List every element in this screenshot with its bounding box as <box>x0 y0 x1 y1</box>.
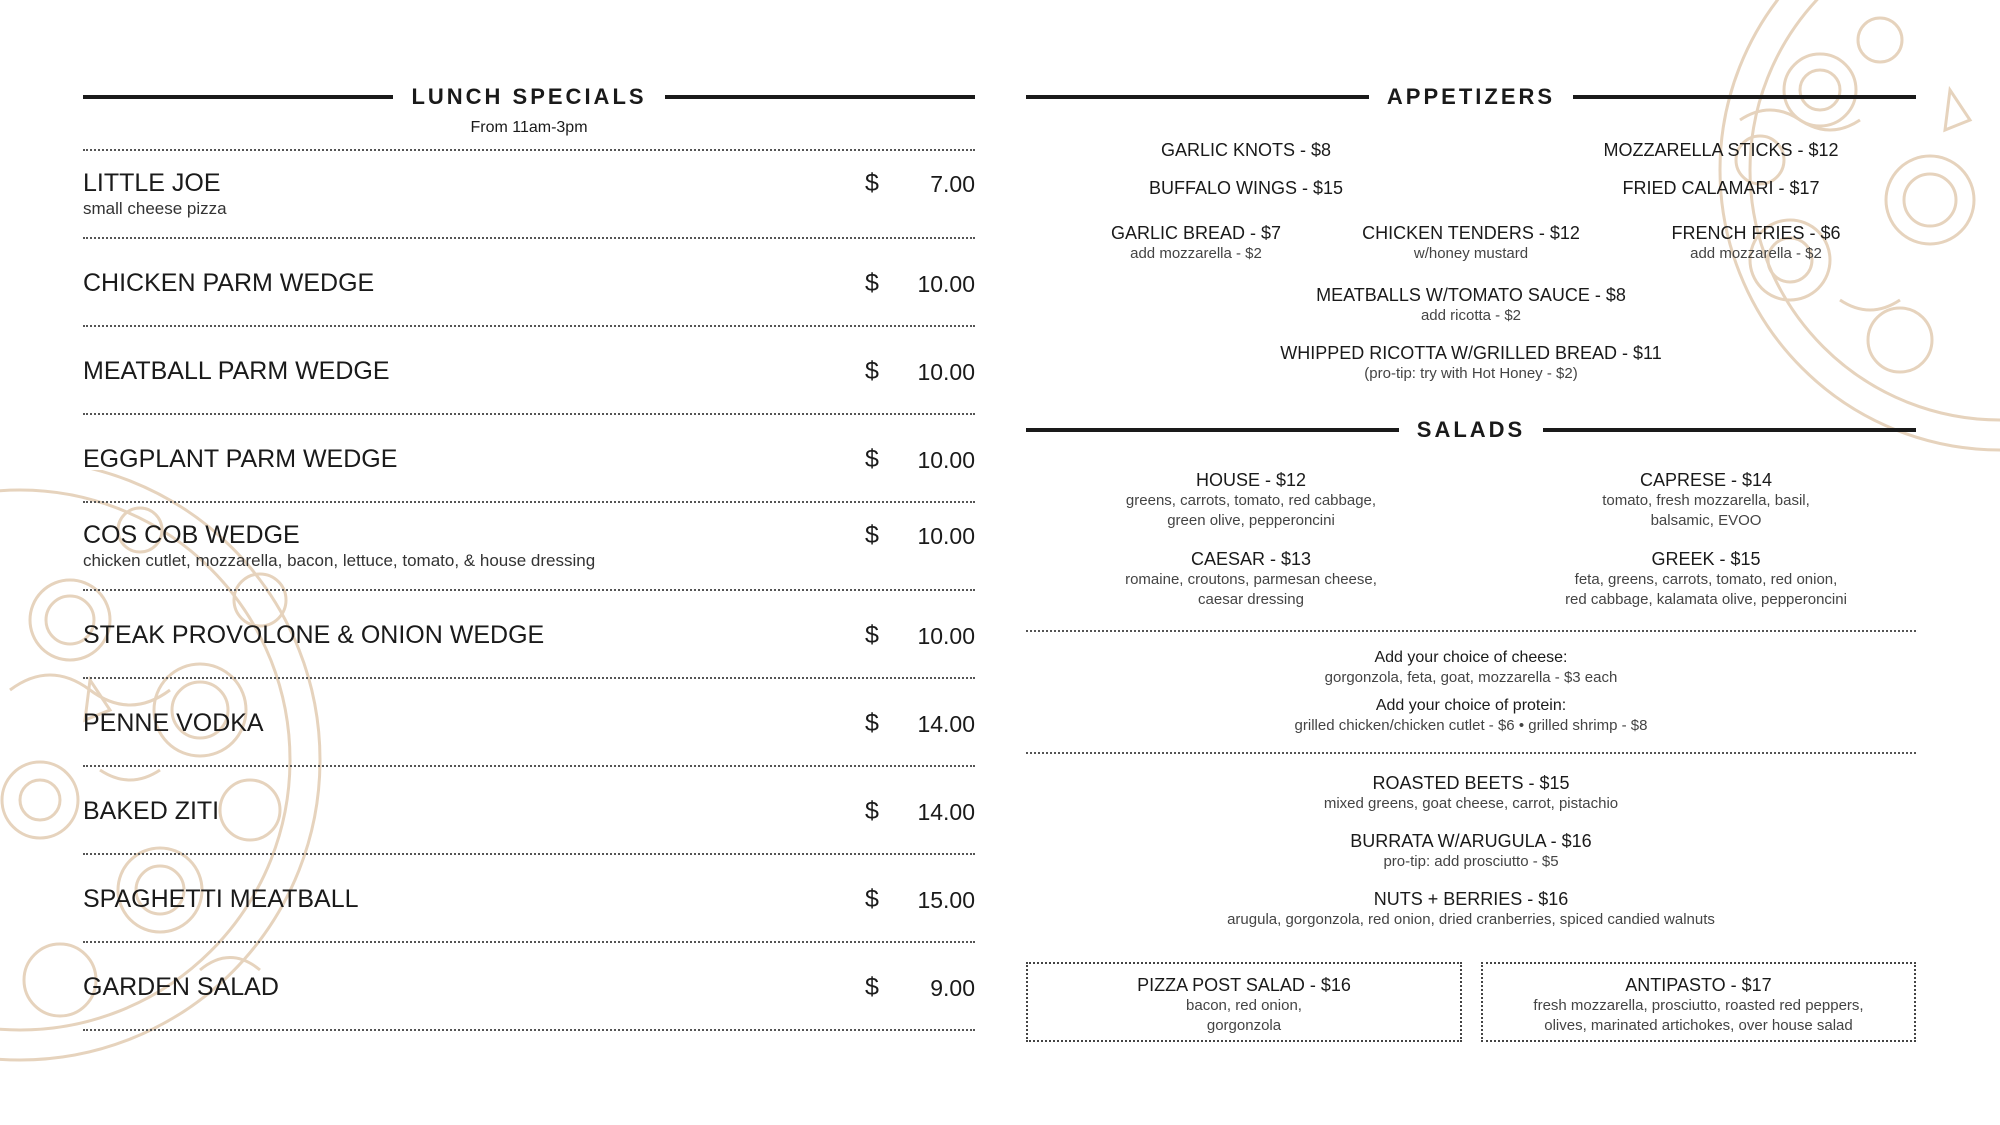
currency-symbol: $ <box>865 521 879 549</box>
lunch-hours-note: From 11am-3pm <box>470 119 588 136</box>
appetizers-title: APPETIZERS <box>1369 84 1573 109</box>
menu-item <box>1331 223 1611 264</box>
item-name: MEATBALLS W/TOMATO SAUCE - $8 <box>1316 285 1626 305</box>
menu-item <box>1096 178 1396 199</box>
item-note: romaine, croutons, parmesan cheese, <box>1125 571 1377 588</box>
appetizers-header <box>1026 77 1916 117</box>
lunch-menu-row <box>83 151 975 239</box>
item-description: chicken cutlet, mozzarella, bacon, lettuce, tomato, & house dressing <box>83 551 596 570</box>
menu-item <box>1086 470 1416 531</box>
item-name: HOUSE - $12 <box>1195 470 1307 490</box>
lunch-menu-row <box>83 679 975 767</box>
currency-symbol: $ <box>865 973 879 1001</box>
item-name: BUFFALO WINGS - $15 <box>1148 178 1344 198</box>
menu-item <box>1171 285 1771 326</box>
lunch-menu-row <box>83 591 975 679</box>
item-name: ROASTED BEETS - $15 <box>1372 773 1570 793</box>
lunch-menu-row <box>83 503 975 591</box>
menu-item <box>1096 140 1396 161</box>
menu-item <box>1536 140 1906 161</box>
currency-symbol: $ <box>865 269 879 297</box>
item-price: 10.00 <box>917 523 975 549</box>
menu-item <box>1026 831 1916 872</box>
item-note: feta, greens, carrots, tomato, red onion, <box>1574 571 1838 588</box>
item-name: FRIED CALAMARI - $17 <box>1622 178 1820 198</box>
item-name: EGGPLANT PARM WEDGE <box>83 445 398 473</box>
menu-item <box>1526 549 1886 610</box>
item-name: GARLIC KNOTS - $8 <box>1160 140 1332 160</box>
menu-item <box>1026 773 1916 814</box>
currency-symbol: $ <box>865 797 879 825</box>
item-name: CAESAR - $13 <box>1190 549 1312 569</box>
item-description: small cheese pizza <box>83 199 227 218</box>
item-name: MEATBALL PARM WEDGE <box>83 357 390 385</box>
item-name: CAPRESE - $14 <box>1639 470 1773 490</box>
item-name: PENNE VODKA <box>83 709 264 737</box>
currency-symbol: $ <box>865 885 879 913</box>
item-note: pro-tip: add prosciutto - $5 <box>1383 853 1559 870</box>
lunch-specials-section <box>83 0 975 1031</box>
lunch-menu-row <box>83 239 975 327</box>
salads-title: SALADS <box>1399 417 1543 442</box>
lunch-specials-header <box>83 77 975 117</box>
item-name: PIZZA POST SALAD - $16 <box>1137 975 1351 995</box>
item-price: 10.00 <box>917 271 975 297</box>
antipasto-box <box>1481 962 1916 1042</box>
item-price: 15.00 <box>917 887 975 913</box>
item-name: SPAGHETTI MEATBALL <box>83 885 359 913</box>
item-price: 10.00 <box>917 359 975 385</box>
menu-item <box>1026 889 1916 930</box>
item-name: BAKED ZITI <box>83 797 220 825</box>
item-name: GARDEN SALAD <box>83 973 279 1001</box>
item-price: 7.00 <box>930 171 975 197</box>
item-note: red cabbage, kalamata olive, pepperoncini <box>1565 591 1847 608</box>
item-name: LITTLE JOE <box>83 169 221 197</box>
lunch-specials-title: LUNCH SPECIALS <box>393 84 664 109</box>
item-name: ANTIPASTO - $17 <box>1625 975 1772 995</box>
item-name: GARLIC BREAD - $7 <box>1110 223 1282 243</box>
menu-item <box>1536 178 1906 199</box>
divider <box>1026 752 1916 754</box>
currency-symbol: $ <box>865 621 879 649</box>
item-name: NUTS + BERRIES - $16 <box>1373 889 1569 909</box>
item-name: CHICKEN TENDERS - $12 <box>1362 223 1580 243</box>
currency-symbol: $ <box>865 445 879 473</box>
pizza-post-salad-box <box>1026 962 1462 1042</box>
lunch-items-list <box>83 151 975 1031</box>
currency-symbol: $ <box>865 169 879 197</box>
item-note: bacon, red onion, <box>1186 997 1302 1014</box>
item-note: greens, carrots, tomato, red cabbage, <box>1125 492 1377 509</box>
item-price: 10.00 <box>917 447 975 473</box>
currency-symbol: $ <box>865 709 879 737</box>
item-name: STEAK PROVOLONE & ONION WEDGE <box>83 621 545 649</box>
item-name: WHIPPED RICOTTA W/GRILLED BREAD - $11 <box>1280 343 1662 363</box>
item-note: caesar dressing <box>1198 591 1304 608</box>
currency-symbol: $ <box>865 357 879 385</box>
item-note: (pro-tip: try with Hot Honey - $2) <box>1364 365 1578 382</box>
note-heading: Add your choice of cheese: <box>1374 649 1568 666</box>
lunch-menu-row <box>83 943 975 1031</box>
item-note: olives, marinated artichokes, over house salad <box>1544 1017 1853 1034</box>
menu-item <box>1526 470 1886 531</box>
item-note: w/honey mustard <box>1413 245 1529 262</box>
item-name: BURRATA W/ARUGULA - $16 <box>1350 831 1592 851</box>
item-price: 14.00 <box>917 711 975 737</box>
salads-header <box>1026 410 1916 450</box>
item-note: add mozzarella - $2 <box>1690 245 1822 262</box>
item-note: mixed greens, goat cheese, carrot, pistachio <box>1323 795 1619 812</box>
item-name: CHICKEN PARM WEDGE <box>83 269 375 297</box>
lunch-menu-row <box>83 767 975 855</box>
menu-item <box>1606 223 1906 264</box>
add-protein-note <box>1026 696 1916 736</box>
note-heading: Add your choice of protein: <box>1375 697 1567 714</box>
lunch-menu-row <box>83 415 975 503</box>
item-name: FRENCH FRIES - $6 <box>1671 223 1841 243</box>
item-note: arugula, gorgonzola, red onion, dried cranberries, spiced candied walnuts <box>1227 911 1715 928</box>
menu-item <box>1086 549 1416 610</box>
item-price: 14.00 <box>917 799 975 825</box>
menu-item <box>1171 343 1771 384</box>
note-text: gorgonzola, feta, goat, mozzarella - $3 each <box>1324 669 1618 686</box>
item-note: gorgonzola <box>1206 1017 1282 1034</box>
item-name: GREEK - $15 <box>1651 549 1761 569</box>
item-note: add ricotta - $2 <box>1420 307 1522 324</box>
item-note: balsamic, EVOO <box>1650 512 1762 529</box>
menu-item <box>1046 223 1346 264</box>
item-name: MOZZARELLA STICKS - $12 <box>1603 140 1839 160</box>
lunch-menu-row <box>83 855 975 943</box>
lunch-menu-row <box>83 327 975 415</box>
item-note: add mozzarella - $2 <box>1130 245 1262 262</box>
item-price: 10.00 <box>917 623 975 649</box>
item-price: 9.00 <box>930 975 975 1001</box>
add-cheese-note <box>1026 648 1916 688</box>
item-note: green olive, pepperoncini <box>1167 512 1335 529</box>
note-text: grilled chicken/chicken cutlet - $6 • grilled shrimp - $8 <box>1294 717 1648 734</box>
item-note: tomato, fresh mozzarella, basil, <box>1602 492 1810 509</box>
item-name: COS COB WEDGE <box>83 521 300 549</box>
divider <box>1026 630 1916 632</box>
item-note: fresh mozzarella, prosciutto, roasted red peppers, <box>1533 997 1864 1014</box>
